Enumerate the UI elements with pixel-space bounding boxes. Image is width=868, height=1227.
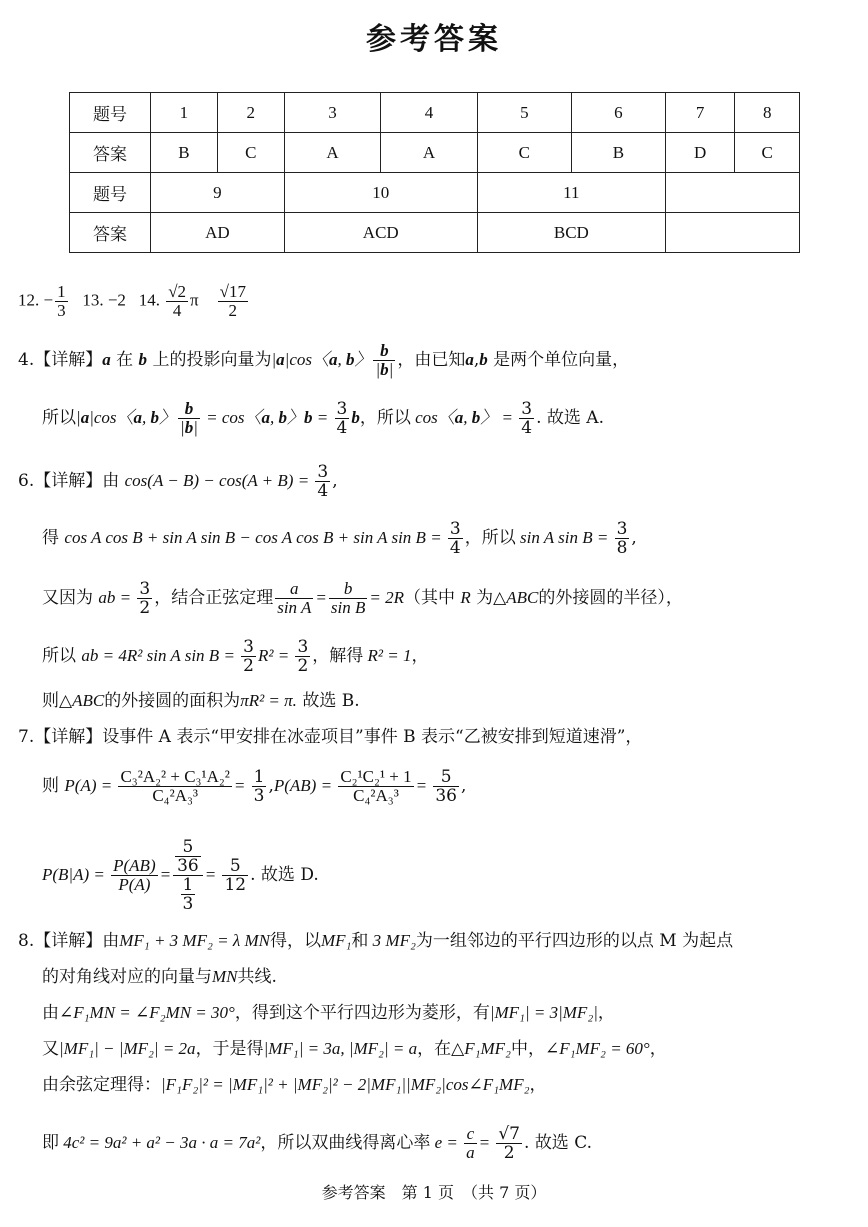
q4-line1: 4.【详解】a 在 b 上的投影向量为|a|cos〈a, b〉 $\frac{b}{|b|}$ ，由已知a,b 是两个单位向量， (18, 341, 630, 379)
q8-line2: 的对角线对应的向量与MN共线. (42, 967, 277, 987)
table-cell: 1 (151, 93, 218, 133)
q4-text: 所以 (42, 408, 76, 428)
q8-text: ，得到这个平行四边形为菱形，有 (234, 1003, 490, 1023)
q6-label: 6.【详解】 (18, 471, 103, 491)
q8-text: 得，以 (269, 931, 321, 951)
q6-text: 的外接圆的半径）， (538, 588, 683, 608)
q6-line1: 6.【详解】由 cos(A − B) − cos(A + B) = $\frac{3}{4}$ , (18, 462, 338, 501)
q6-text: 又因为 (42, 588, 93, 608)
q8-line1: 8.【详解】由MF₁ + 3 MF₂ = λ MN得，以MF₁和 3 MF₂为一组邻边的平行四边形的以点 M 为起点 (18, 931, 734, 951)
table-cell: 题号 (70, 173, 151, 213)
q4-text: ，所以 (359, 408, 411, 428)
q8-text: 为一组邻边的平行四边形的以点 M 为起点 (415, 931, 734, 951)
table-cell: B (571, 133, 665, 173)
q4-label: 4.【详解】 (18, 350, 103, 370)
q8-text: ，所以双曲线得离心率 (260, 1133, 431, 1153)
q8-line3: 由∠F₁MN = ∠F₂MN = 30°，得到这个平行四边形为菱形，有|MF₁| = 3|MF₂|， (42, 1003, 615, 1023)
q7-text: 则 (42, 776, 59, 796)
q7-line3: P(B|A) = $\frac{P(AB)}{P(A)}$ = $\frac{\frac{5}{36}}{\frac{1}{3}}$ = $\frac{5}{12}$ . 故选 D. (42, 837, 319, 914)
q8-text: 故选 C. (534, 1133, 593, 1153)
q7-line2: 则 P(A) = $\frac{\text{C₃²A₂² + C₃¹A₂²}}{\text{C₄²A₃³}}$ = $\frac{1}{3}$ ,P(AB) = $\frac{\text{C₂¹C₂¹ + 1}}{\text{C₄²A₃³}}$ = $\frac{5}{36}$ , (42, 767, 467, 806)
q7-line1 (18, 726, 642, 748)
q6-text: 则△ (42, 691, 73, 711)
table-row (70, 173, 800, 213)
page-footer: 参考答案 第 1 页 （共 7 页） (321, 1183, 547, 1202)
q4-text: 故选 A. (546, 408, 604, 428)
table-cell: 6 (571, 93, 665, 133)
table-cell (665, 173, 799, 213)
q14-label: 14. (138, 290, 160, 310)
q6-text: 的外接圆的面积为 (104, 691, 241, 711)
q4-text: 在 (116, 350, 134, 370)
table-cell: C (217, 133, 284, 173)
table-cell: 4 (381, 93, 478, 133)
page-title: 参考答案 (366, 22, 502, 57)
q6-line4: 所以 ab = 4R² sin A sin B = $\frac{3}{2}$ R² = $\frac{3}{2}$ ，解得 R² = 1， (42, 637, 429, 676)
q4-text: 是两个单位向量， (493, 350, 630, 370)
table-row (70, 133, 800, 173)
table-cell: D (665, 133, 734, 173)
q6-text: 为△ (476, 588, 507, 608)
table-cell: 答案 (70, 133, 151, 173)
q6-text: ，所以 (464, 528, 516, 548)
q4-line2: 所以|a|cos〈a, b〉 $\frac{b}{|b|}$ = cos〈a, b〉b = $\frac{3}{4}$ b，所以 cos〈a, b〉 = $\frac{3}{4}$ . 故选 A. (42, 399, 604, 438)
q6-text: 由 (102, 471, 120, 491)
answer-table (69, 92, 800, 253)
q8-text: ，在△ (417, 1039, 465, 1059)
q6-text: 得 (42, 528, 59, 548)
table-cell: B (151, 133, 218, 173)
q8-text: 和 (351, 931, 369, 951)
table-row (70, 213, 800, 253)
table-cell: 答案 (70, 213, 151, 253)
table-cell: 10 (284, 173, 477, 213)
table-cell (665, 213, 799, 253)
q4-text: 上的投影向量为 (152, 350, 272, 370)
table-cell: A (381, 133, 478, 173)
q8-line5: 由余弦定理得：|F₁F₂|² = |MF₁|² + |MF₂|² − 2|MF₁||MF₂|cos∠F₁MF₂， (42, 1075, 547, 1095)
table-row (70, 93, 800, 133)
q7-label: 7.【详解】 (18, 727, 103, 747)
fill-in-answers: 12. − $\frac{1}{3}$ 13. −2 14. $\frac{√2}{4}$ π $\frac{√17}{2}$ (18, 282, 246, 320)
table-cell: 5 (477, 93, 571, 133)
q6-text: 故选 B. (302, 691, 360, 711)
table-cell: C (477, 133, 571, 173)
table-cell: ACD (284, 213, 477, 253)
q7-text: 设事件 A 表示“甲安排在冰壶项目”事件 B 表示“乙被安排到短道速滑”， (102, 727, 643, 747)
q8-text: 由余弦定理得： (42, 1075, 161, 1095)
table-cell: C (735, 133, 800, 173)
q8-text: 中， (510, 1039, 545, 1059)
q7-text: 故选 D. (260, 865, 319, 885)
q6-text: （其中 (403, 588, 455, 608)
q8-line4: 又|MF₁| − |MF₂| = 2a，于是得|MF₁| = 3a, |MF₂| = a，在△F₁MF₂中，∠F₁MF₂ = 60°， (42, 1039, 667, 1059)
table-cell: 题号 (70, 93, 151, 133)
q13-label: 13. (82, 290, 104, 310)
q12-label: 12. (18, 290, 40, 310)
q6-text: 所以 (42, 646, 76, 666)
q6-line5: 则△ABC的外接圆的面积为πR² = π. 故选 B. (42, 691, 360, 711)
q6-text: ，结合正弦定理 (154, 588, 274, 608)
q8-text: 又 (42, 1039, 59, 1059)
table-cell: AD (151, 213, 285, 253)
q13-answer: −2 (107, 290, 126, 310)
q8-text: ，于是得 (195, 1039, 264, 1059)
q6-line3: 又因为 ab = $\frac{3}{2}$ ，结合正弦定理 $\frac{a}{\text{sin A}}$ = $\frac{b}{\text{sin B}}$ = 2R（其中 R 为△ABC的外接圆的半径）， (42, 579, 683, 618)
table-cell: 11 (477, 173, 665, 213)
q8-text: 即 (42, 1133, 59, 1153)
table-cell: 9 (151, 173, 285, 213)
q8-line6: 即 4c² = 9a² + a² − 3a · a = 7a²，所以双曲线得离心率 e = $\frac{c}{a}$ = $\frac{√7}{2}$ . 故选 C. (42, 1124, 593, 1163)
q4-text: ，由已知 (397, 350, 466, 370)
q8-label: 8.【详解】 (18, 931, 103, 951)
table-cell: 7 (665, 93, 734, 133)
table-cell: A (284, 133, 381, 173)
q8-text: 的对角线对应的向量与 (42, 967, 212, 987)
q6-line2: 得 cos A cos B + sin A sin B − cos A cos B + sin A sin B = $\frac{3}{4}$ ，所以 sin A sin B = $\frac{3}{8}$ , (42, 519, 637, 558)
q6-text: ，解得 (312, 646, 364, 666)
q8-text: 由 (102, 931, 120, 951)
table-cell: 3 (284, 93, 381, 133)
q8-text: 由 (42, 1003, 59, 1023)
table-cell: BCD (477, 213, 665, 253)
table-cell: 2 (217, 93, 284, 133)
table-cell: 8 (735, 93, 800, 133)
q8-text: 共线. (237, 967, 277, 987)
